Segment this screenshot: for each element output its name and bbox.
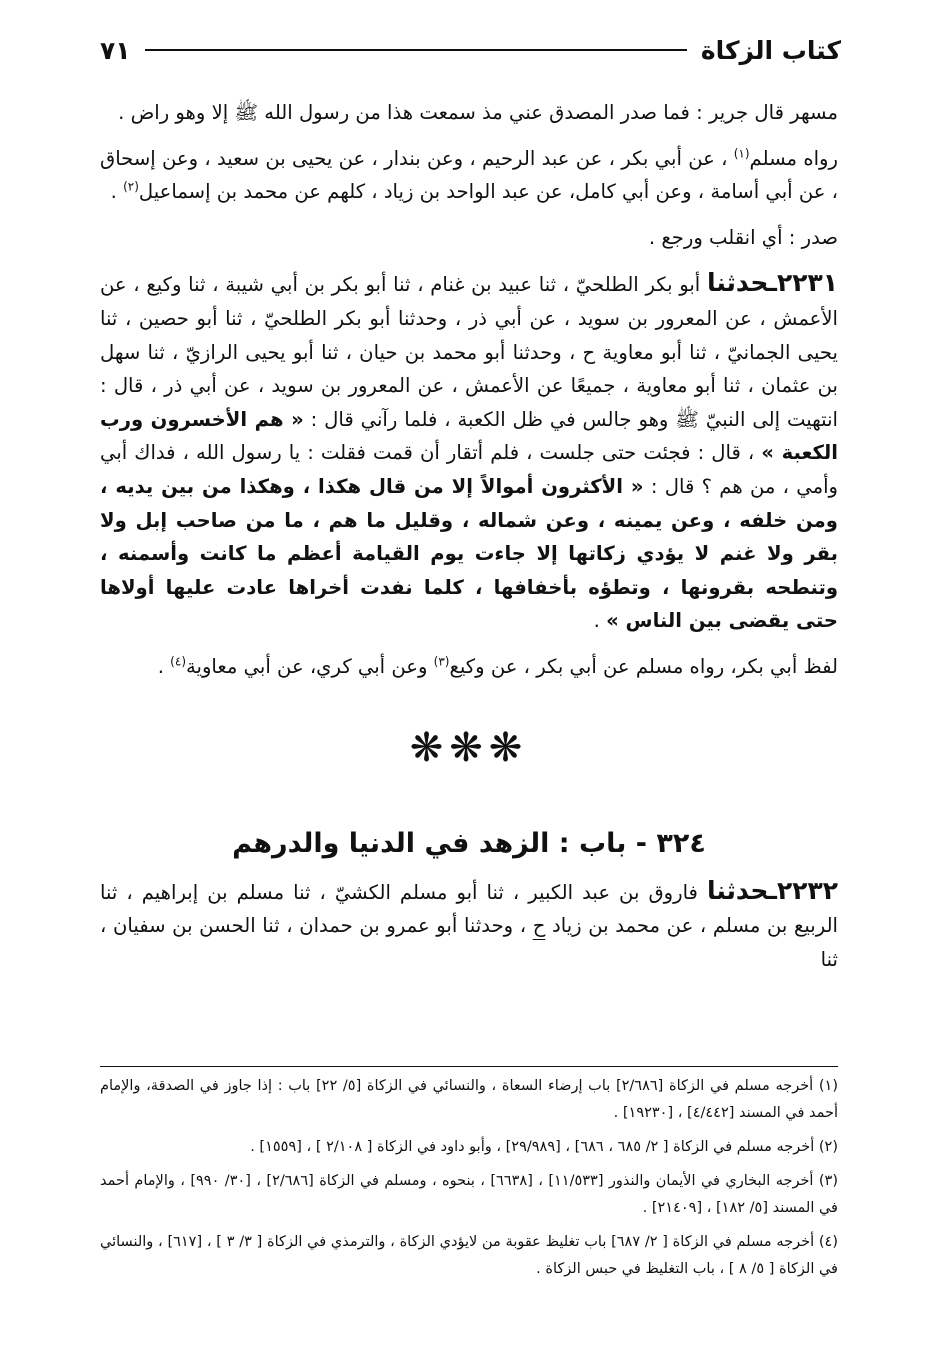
footnote-ref-4: (٤) — [170, 654, 186, 669]
paragraph-2-part-c: . — [110, 180, 124, 204]
hadith-2231 — [100, 266, 838, 638]
haddathana-word: حدثنا — [706, 268, 769, 298]
hadith-number: ٢٢٣١ـ — [768, 268, 838, 298]
footnotes — [100, 1073, 838, 1290]
hadith-2231-quote-2: « الأكثرون أموالاً إلا من قال هكذا ، وهكذا من بين يديه ، ومن خلفه ، وعن يمينه ، وعن شماله ، وقليل ما هم ، ما من صاحب إبل ولا بقر ولا غنم لا يؤدي زكاتها إلا جاءت يوم القيامة أعظم ما كانت وأسمنه ، وتنطحه بقرونها ، وتطؤه بأخفافها ، كلما نفدت أخراها عادت عليها أولاها حتى يقضى بين الناس » — [100, 474, 838, 633]
haddathana-word: حدثنا — [706, 875, 769, 905]
page-number: ٧١ — [100, 35, 131, 65]
header-rule — [145, 49, 687, 51]
footnote-separator — [100, 1066, 838, 1067]
paragraph-5-part-a: لفظ أبي بكر، رواه مسلم عن أبي بكر ، عن وكيع — [449, 654, 838, 678]
paragraph-2-part-b: ، عن أبي بكر ، عن عبد الرحيم ، وعن بندار ، عن يحيى بن سعيد ، وعن إسحاق ، عن أبي أسامة ، وعن أبي كامل، عن عبد الواحد بن زياد ، كلهم عن محمد بن إسماعيل — [100, 146, 838, 204]
paragraph-1: مسهر قال جرير : فما صدر المصدق عني مذ سمعت هذا من رسول الله ﷺ إلا وهو راض . — [118, 101, 838, 124]
main-text — [100, 96, 838, 988]
book-title: كتاب الزكاة — [700, 35, 841, 65]
hadith-2232 — [100, 874, 838, 977]
footnote-ref-2: (٢) — [123, 179, 139, 194]
chapter-heading: ٣٢٤ - باب : الزهد في الدنيا والدرهم — [232, 827, 706, 859]
paragraph-2 — [100, 142, 838, 209]
hadith-2231-quote-1: « هم الأخسرون ورب الكعبة » — [100, 407, 839, 465]
section-ornament: ❋❋❋ — [409, 724, 529, 771]
paragraph-2-part-a: رواه مسلم — [749, 146, 838, 170]
footnote-ref-1: (١) — [733, 146, 750, 161]
footnote-2: (٢) أخرجه مسلم في الزكاة [ ٢/ ٦٨٥ ، ٦٨٦] ، [٢٩/٩٨٩] ، وأبو داود في الزكاة [ ٢/١٠٨ ] ، [١٥٥٩] . — [250, 1139, 838, 1155]
footnote-3: (٣) أخرجه البخاري في الأيمان والنذور [١١/٥٣٣] ، [٦٦٣٨] ، بنحوه ، ومسلم في الزكاة [٢/٦٨٦] ، [٣٠/ ٩٩٠] ، والإمام أحمد في المسند [٥/ ١٨٢] ، [٢١٤٠٩] . — [100, 1173, 838, 1216]
running-header — [100, 32, 841, 68]
paragraph-5 — [100, 650, 838, 684]
hadith-2232-text-1: فاروق بن عبد الكبير ، ثنا أبو مسلم الكشيّ ، ثنا مسلم بن إبراهيم ، ثنا الربيع بن مسلم ، عن محمد بن زياد — [100, 880, 838, 938]
hadith-2231-text-2: ، قال : فجئت حتى جلست ، فلم أتقار أن قمت فقلت : يا رسول الله ، فداك أبي وأمي ، من هم ؟ قال : — [100, 441, 839, 498]
hadith-2231-text-1: أبو بكر الطلحيّ ، ثنا عبيد بن غنام ، ثنا أبو بكر بن أبي شيبة ، ثنا وكيع ، عن الأعمش ، عن المعرور بن سويد ، عن أبي ذر ، وحدثنا أبو بكر الطلحيّ ، ثنا أبو حصين ، ثنا يحيى الجمانيّ ، ثنا أبو معاوية ح ، وحدثنا أبو محمد بن حيان ، ثنا أبو يحيى الرازيّ ، ثنا سهل بن عثمان ، ثنا أبو معاوية ، جميعًا عن الأعمش ، عن المعرور بن سويد ، عن أبي ذر ، قال : انتهيت إلى النبيّ ﷺ وهو جالس في ظل الكعبة ، فلما رآني قال : — [100, 273, 838, 431]
paragraph-5-part-c: . — [157, 654, 171, 678]
paragraph-5-part-b: وعن أبي كري، عن أبي معاوية — [186, 654, 434, 678]
footnote-ref-3: (٣) — [433, 654, 450, 669]
footnote-1: (١) أخرجه مسلم في الزكاة [٢/٦٨٦] باب إرضاء السعاة ، والنسائي في الزكاة [٥/ ٢٢] باب : إذا جاوز في الصدقة، والإمام أحمد في المسند [٤/٤٤٢] ، [١٩٢٣٠] . — [100, 1078, 838, 1121]
paragraph-3: صدر : أي انقلب ورجع . — [648, 225, 838, 249]
footnote-4: (٤) أخرجه مسلم في الزكاة [ ٢/ ٦٨٧] باب تغليظ عقوبة من لايؤدي الزكاة ، والترمذي في الزكاة [ ٣/ ٣ ] ، [٦١٧] ، والنسائي في الزكاة [ ٥/ ٨ ] ، باب التغليظ في حبس الزكاة . — [100, 1234, 839, 1277]
hadith-2232-text-2: ، وحدثنا أبو عمرو بن حمدان ، ثنا الحسن بن سفيان ، ثنا — [100, 914, 838, 971]
hadith-2231-text-3: . — [593, 609, 607, 633]
tahwil-mark: ح — [532, 914, 546, 938]
hadith-number: ٢٢٣٢ـ — [768, 875, 838, 905]
